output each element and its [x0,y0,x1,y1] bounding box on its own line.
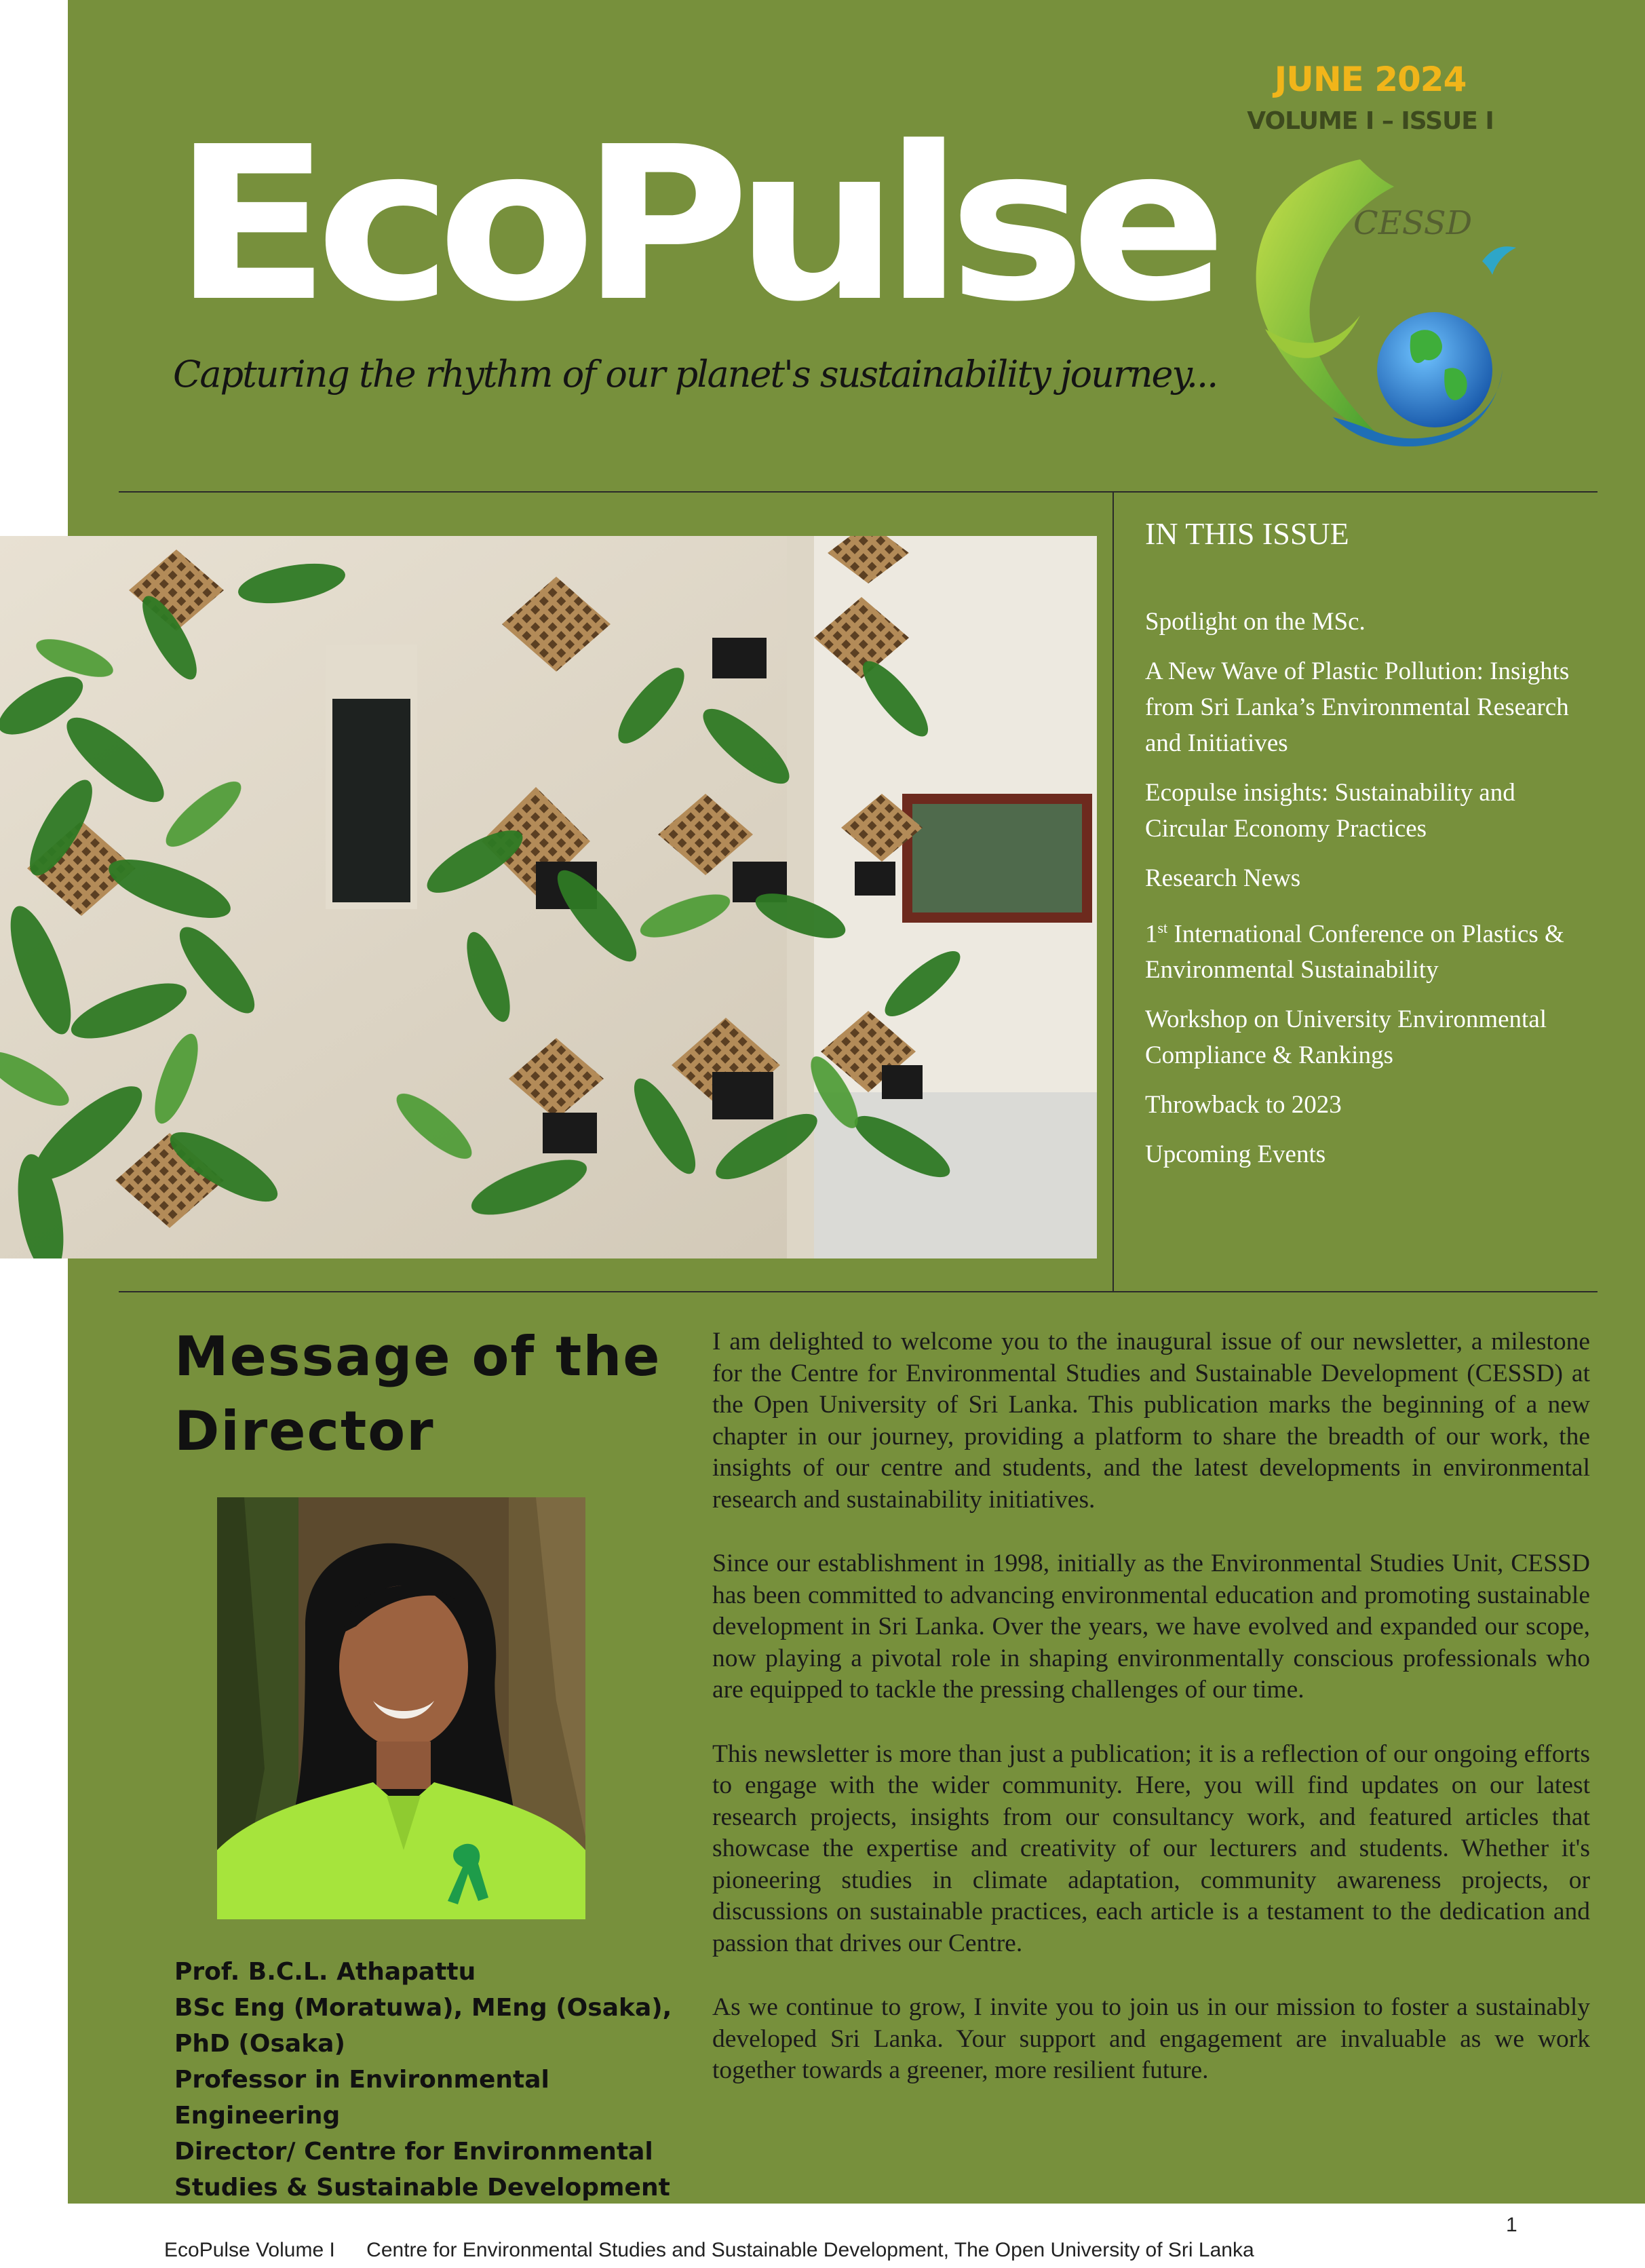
director-credentials [174,1954,690,2206]
toc-item[interactable]: Research News [1145,864,1301,892]
message-body [712,1326,1590,2119]
message-paragraph: Since our establishment in 1998, initially as the Environmental Studies Unit, CESSD has been committed to advancing environmental education and promoting sustainable development in Sri Lanka. Over the years, we have evolved and expanded our scope, now playing a pivotal role in shaping environmentally conscious professionals who are equipped to tackle the pressing challenges of our time. [712,1550,1590,1704]
toc-item-conference[interactable] [1145,910,1579,988]
toc-item[interactable]: A New Wave of Plastic Pollution: Insights from Sri Lanka’s Environmental Research and Initiatives [1145,657,1570,757]
toc-item[interactable]: Upcoming Events [1145,1140,1326,1169]
director-position: Professor in Environmental Engineering [174,2066,549,2130]
plant-wall-photo [0,536,1097,1258]
toc-item[interactable]: Spotlight on the MSc. [1145,608,1366,636]
newsletter-tagline: Capturing the rhythm of our planet's sustainability journey... [173,353,1218,396]
toc-conference-ordinal: 1 [1145,920,1158,948]
director-role: Studies & Sustainable Development [174,2174,670,2202]
logo-text: CESSD [1353,204,1473,242]
message-heading: Message of the Director [174,1325,661,1463]
page-number: 1 [1506,2214,1517,2236]
toc-conference-title: International Conference on Plastics & Environmental Sustainability [1145,920,1564,984]
director-role: Director/ Centre for Environmental [174,2138,653,2166]
director-degree-line: PhD (Osaka) [174,2030,345,2058]
top-rule [119,491,1598,493]
message-paragraph: This newsletter is more than just a publication; it is a reflection of our ongoing efforts to engage with the wider community. Here, you will find updates on our latest research projects, insights from our consultancy work, and featured articles that showcase the expertise and creativity of our lecturers and students. Whether it's pioneering studies in climate adaptation, community awareness projects, or discussions on sustainable practices, each article is a testament to the dedication and passion that drives our Centre. [712,1740,1590,1957]
logo-bird [1482,246,1516,275]
message-paragraph: I am delighted to welcome you to the inaugural issue of our newsletter, a milestone for the Centre for Environmental Studies and Sustainable Development (CESSD) at the Open University of Sri Lanka. This publication marks the beginning of a new chapter in our journey, providing a platform to share the breadth of our work, the insights of our centre and students, and the latest developments in environmental research and sustainability initiatives. [712,1328,1590,1514]
toc-item[interactable]: Ecopulse insights: Sustainability and Circular Economy Practices [1145,779,1515,843]
logo-leaf-shape [1256,159,1394,444]
director-name: Prof. B.C.L. Athapattu [174,1958,476,1986]
toc-conference-ordinal-suffix: st [1157,919,1168,936]
director-portrait [217,1497,585,1919]
toc-item[interactable]: Throwback to 2023 [1145,1091,1342,1119]
toc-heading: IN THIS ISSUE [1145,516,1349,551]
message-paragraph: As we continue to grow, I invite you to join us in our mission to foster a sustainably developed Sri Lanka. Your support and engagement are invaluable as we work together towards a greener, more resilient future. [712,1993,1590,2084]
issue-volume: VOLUME I – ISSUE I [1247,107,1494,135]
toc-list [1145,604,1579,1186]
toc-item[interactable]: Workshop on University Environmental Compliance & Rankings [1145,1005,1547,1070]
toc-divider [1112,491,1114,1292]
footer-organization: Centre for Environmental Studies and Sustainable Development, The Open University of Sri Lanka [366,2239,1254,2261]
director-degree-line: BSc Eng (Moratuwa), MEng (Osaka), [174,1994,672,2022]
issue-date: JUNE 2024 [1274,60,1467,99]
newsletter-title: EcoPulse [173,101,1213,349]
mid-rule [119,1291,1598,1292]
footer-publication: EcoPulse Volume I [164,2239,335,2261]
page-footer [164,2239,1280,2262]
logo-globe [1377,312,1492,427]
cessd-logo [1218,146,1523,465]
